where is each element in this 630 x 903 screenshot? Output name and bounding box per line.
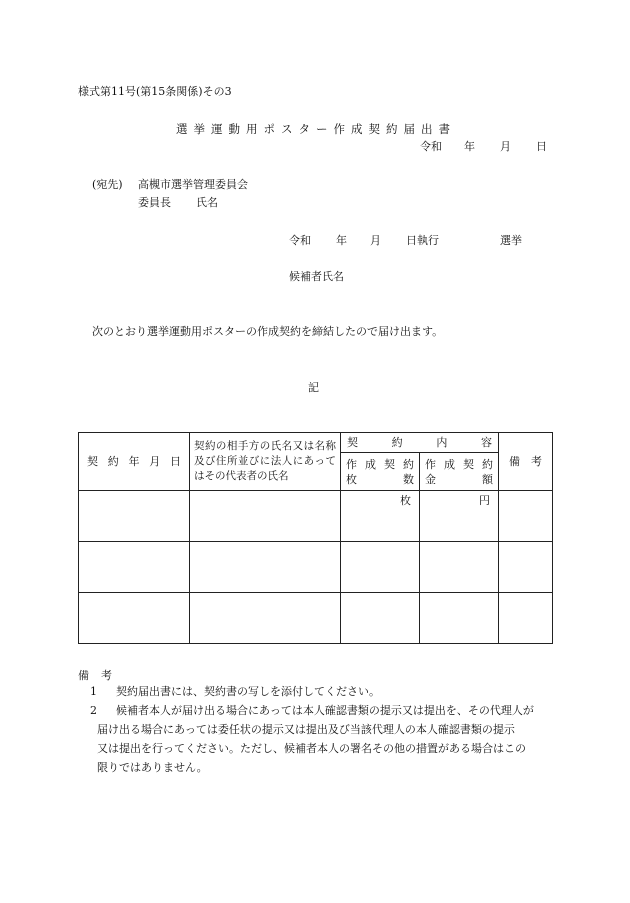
note-item-1 [90,682,380,702]
election-year: 年 [336,234,347,247]
contract-table [78,432,553,644]
header-remarks-text: 備考 [509,455,542,468]
cell-counterparty[interactable] [190,491,341,542]
header-remarks [499,433,553,491]
table-row [79,593,553,644]
table-row [79,491,553,542]
cell-date[interactable] [79,542,190,593]
form-number: 様式第11号(第15条関係)その3 [78,85,232,98]
notes-heading: 備考 [78,669,124,682]
note-text-line: 又は提出を行ってください。ただし、候補者本人の署名その他の措置がある場合はこの [97,742,526,755]
date-year: 年 [464,140,475,153]
note-text-line: 届け出る場合にあっては委任状の提示又は提出及び当該代理人の本人確認書類の提示 [97,723,515,736]
header-count [341,453,420,491]
note-text: 契約届出書には、契約書の写しを添付してください。 [116,685,380,698]
note-number: 2 [90,704,97,717]
cell-counterparty[interactable] [190,593,341,644]
date-era: 令和 [420,140,442,153]
unit-amount: 円 [479,494,490,507]
document-title: 選挙運動用ポスター作成契約届出書 [176,122,456,136]
note-number: 1 [90,685,97,698]
header-counterparty [190,433,341,491]
election-label: 選挙 [500,234,522,247]
cell-remarks[interactable] [499,542,553,593]
date-month: 月 [500,140,511,153]
date-day: 日 [536,140,547,153]
header-contract-content-text: 契約内容 [347,436,492,449]
note-text-line: 限りではありません。 [97,761,208,774]
chair-name-label: 氏名 [196,196,218,209]
header-counterparty-text: 契約の相手方の氏名又は名称及び住所並びに法人にあってはその代表者の氏名 [194,440,336,482]
cell-amount[interactable] [420,491,499,542]
chair-label: 委員長 [138,196,171,209]
header-contract-date [79,433,190,491]
header-amount [420,453,499,491]
election-month: 月 [370,234,381,247]
note-item-2 [90,701,534,721]
header-count-line2: 枚数 [346,472,414,486]
header-count-line1: 作成契約 [346,457,414,471]
cell-date[interactable] [79,593,190,644]
election-era: 令和 [289,234,311,247]
cell-remarks[interactable] [499,593,553,644]
cell-count[interactable] [341,593,420,644]
statement: 次のとおり選挙運動用ポスターの作成契約を締結したので届け出ます。 [92,325,444,338]
unit-count: 枚 [400,494,411,507]
cell-counterparty[interactable] [190,542,341,593]
candidate-name-label: 候補者氏名 [289,270,344,283]
cell-count[interactable] [341,542,420,593]
cell-count[interactable] [341,491,420,542]
header-contract-date-text: 契約年月日 [87,455,181,468]
table-row [79,542,553,593]
cell-amount[interactable] [420,542,499,593]
addressee-prefix: (宛先) [92,178,123,191]
note-text-line: 候補者本人が届け出る場合にあっては本人確認書類の提示又は提出を、その代理人が [116,704,534,717]
table-header-row [79,433,553,453]
header-contract-content [341,433,499,453]
header-amount-line2: 金額 [425,472,493,486]
cell-date[interactable] [79,491,190,542]
ki-heading: 記 [308,381,319,394]
committee-name: 高槻市選挙管理委員会 [138,178,248,191]
header-amount-line1: 作成契約 [425,457,493,471]
cell-amount[interactable] [420,593,499,644]
cell-remarks[interactable] [499,491,553,542]
election-day-exec: 日執行 [406,234,439,247]
